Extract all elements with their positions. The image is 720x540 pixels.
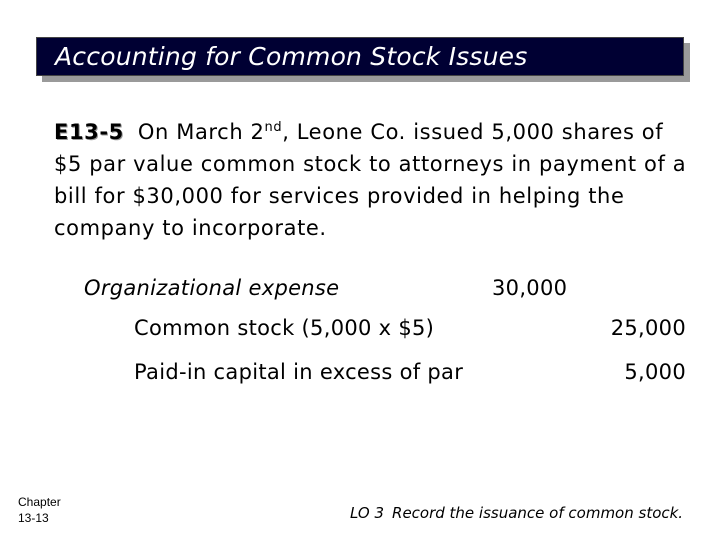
problem-text-start: On March 2 [137,120,265,144]
chapter-label: Chapter [18,495,61,509]
chapter-label-block [18,494,61,526]
problem-text-rest: , Leone Co. issued 5,000 shares of $5 par value common stock to attorneys in payment of a bill for $30,000 for services provided in helping the company to incorporate. [54,120,687,240]
credit-account-common-stock: Common stock (5,000 x $5) [134,316,435,340]
debit-amount: 30,000 [492,276,568,300]
credit-amount-common-stock: 25,000 [610,316,686,340]
credit-amount-paid-in-capital: 5,000 [624,360,686,384]
learning-objective-number: LO 3 [350,504,385,522]
problem-statement [54,116,694,244]
learning-objective-text: Record the issuance of common stock. [392,504,684,522]
chapter-page-number: 13-13 [18,511,49,525]
debit-account: Organizational expense [84,276,340,300]
learning-objective [350,504,683,522]
exercise-code: E13-5 [54,120,124,144]
credit-account-paid-in-capital: Paid-in capital in excess of par [134,360,464,384]
slide-title: Accounting for Common Stock Issues [55,42,528,71]
title-bar [36,37,684,76]
ordinal-suffix: nd [264,120,283,135]
